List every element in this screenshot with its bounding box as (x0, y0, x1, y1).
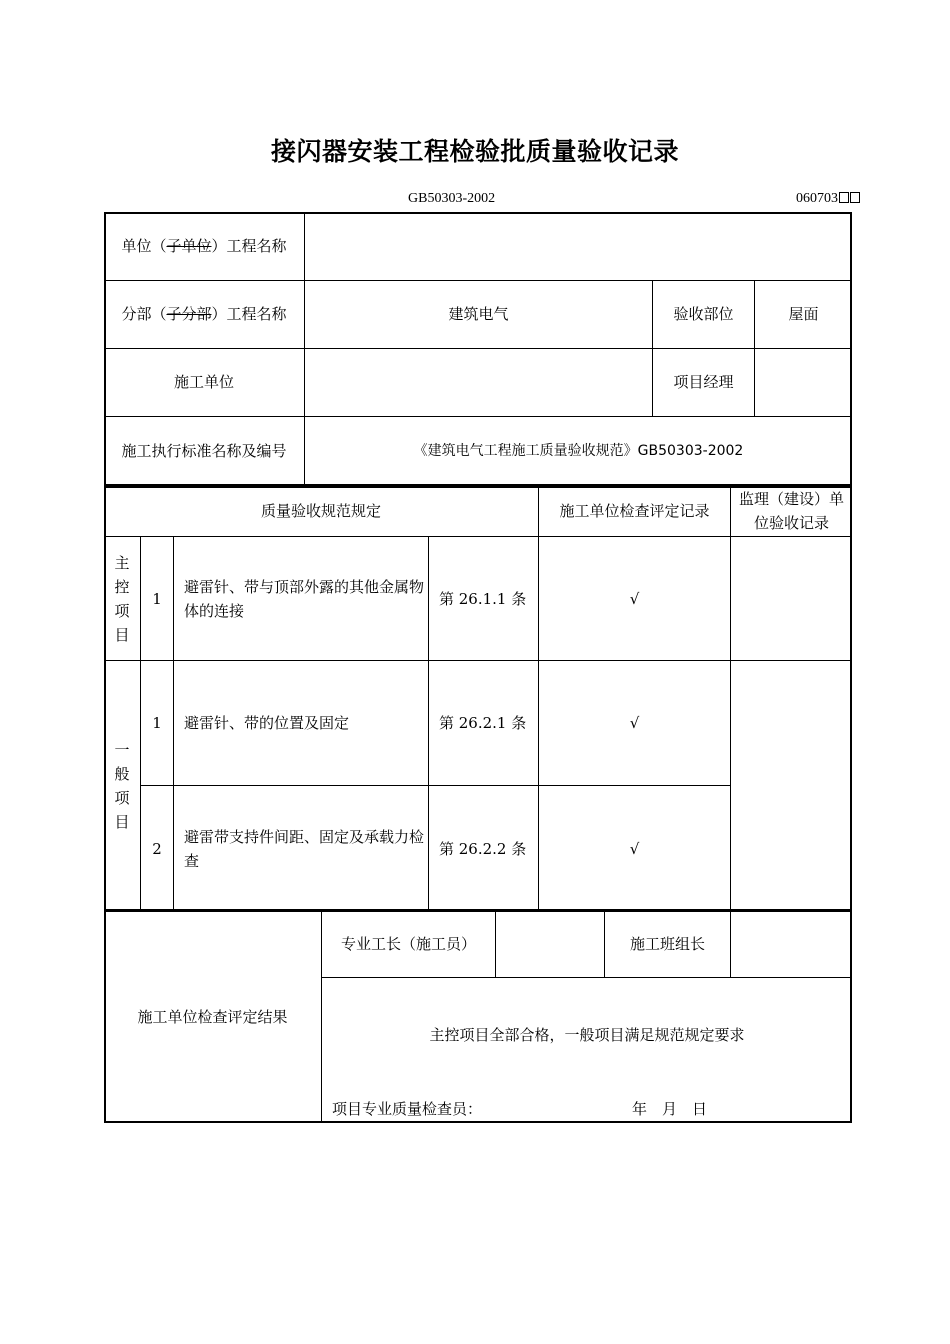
constructor-value[interactable] (305, 348, 652, 416)
unit-project-name-value[interactable] (305, 212, 852, 280)
team-leader-value[interactable] (731, 910, 852, 977)
general-item-clause: 第 26.2.2 条 (439, 839, 527, 858)
main-items-group-label: 主 控 项 目 (114, 553, 130, 644)
acceptance-part-label: 验收部位 (673, 305, 734, 323)
main-item-supervisor-record[interactable] (731, 537, 852, 660)
team-leader-label: 施工班组长 (629, 934, 705, 953)
general-item-desc: 避雷带支持件间距、固定及承载力检查 (184, 827, 425, 870)
general-items-group-label: 一 般 项 目 (114, 741, 130, 831)
foreman-label: 专业工长（施工员） (340, 934, 476, 953)
constructor-result-label: 施工单位检查评定结果 (137, 1007, 288, 1026)
project-manager-value[interactable] (755, 348, 852, 416)
general-item-no: 1 (152, 714, 162, 732)
unit-project-name-label: 单位（ 子单位 ）工程名称 (104, 212, 304, 280)
general-items-supervisor-record[interactable] (731, 661, 852, 911)
general-item-no: 2 (152, 839, 162, 858)
general-item-result[interactable]: √ (629, 714, 640, 732)
inspection-conclusion[interactable]: 主控项目全部合格，一般项目满足规范规定要求 (429, 1026, 745, 1044)
constructor-label: 施工单位 (173, 373, 234, 391)
acceptance-part-value[interactable]: 屋面 (788, 305, 819, 323)
project-manager-label: 项目经理 (673, 373, 734, 391)
general-item-desc: 避雷针、带的位置及固定 (184, 714, 350, 732)
division-project-name-value[interactable]: 建筑电气 (448, 305, 509, 323)
general-item-result[interactable]: √ (629, 839, 640, 858)
form-code-number: 060703 (796, 191, 838, 206)
main-item-no: 1 (152, 589, 162, 608)
document-title: 接闪器安装工程检验批质量验收记录 (270, 137, 679, 166)
execution-standard-value[interactable]: 《建筑电气工程施工质量验收规范》GB50303-2002 (413, 443, 744, 459)
standard-number: GB50303-2002 (408, 191, 496, 206)
column-check-header: 施工单位检查评定记录 (559, 502, 710, 520)
quality-inspector-label: 项目专业质量检查员： (332, 1100, 483, 1118)
foreman-value[interactable] (496, 910, 604, 977)
form-code (796, 191, 860, 207)
main-item-desc: 避雷针、带与顶部外露的其他金属物体的连接 (184, 577, 425, 620)
column-spec-header: 质量验收规范规定 (260, 502, 381, 520)
main-item-result[interactable]: √ (629, 589, 640, 608)
struck-subdivision-text: 子分部 (166, 305, 212, 323)
code-box-icon (839, 192, 849, 203)
date-label: 年 月 日 (632, 1100, 708, 1118)
division-project-name-label: 分部（ 子分部 ）工程名称 (104, 280, 304, 348)
main-item-clause: 第 26.1.1 条 (439, 589, 527, 608)
general-item-clause: 第 26.2.1 条 (439, 714, 527, 732)
struck-subunit-text: 子单位 (166, 237, 212, 255)
execution-standard-label: 施工执行标准名称及编号 (121, 442, 287, 460)
code-box-icon (850, 192, 860, 203)
form-code-boxes (838, 191, 860, 206)
column-supervisor-header: 监理（建设）单位验收记录 (738, 490, 844, 532)
